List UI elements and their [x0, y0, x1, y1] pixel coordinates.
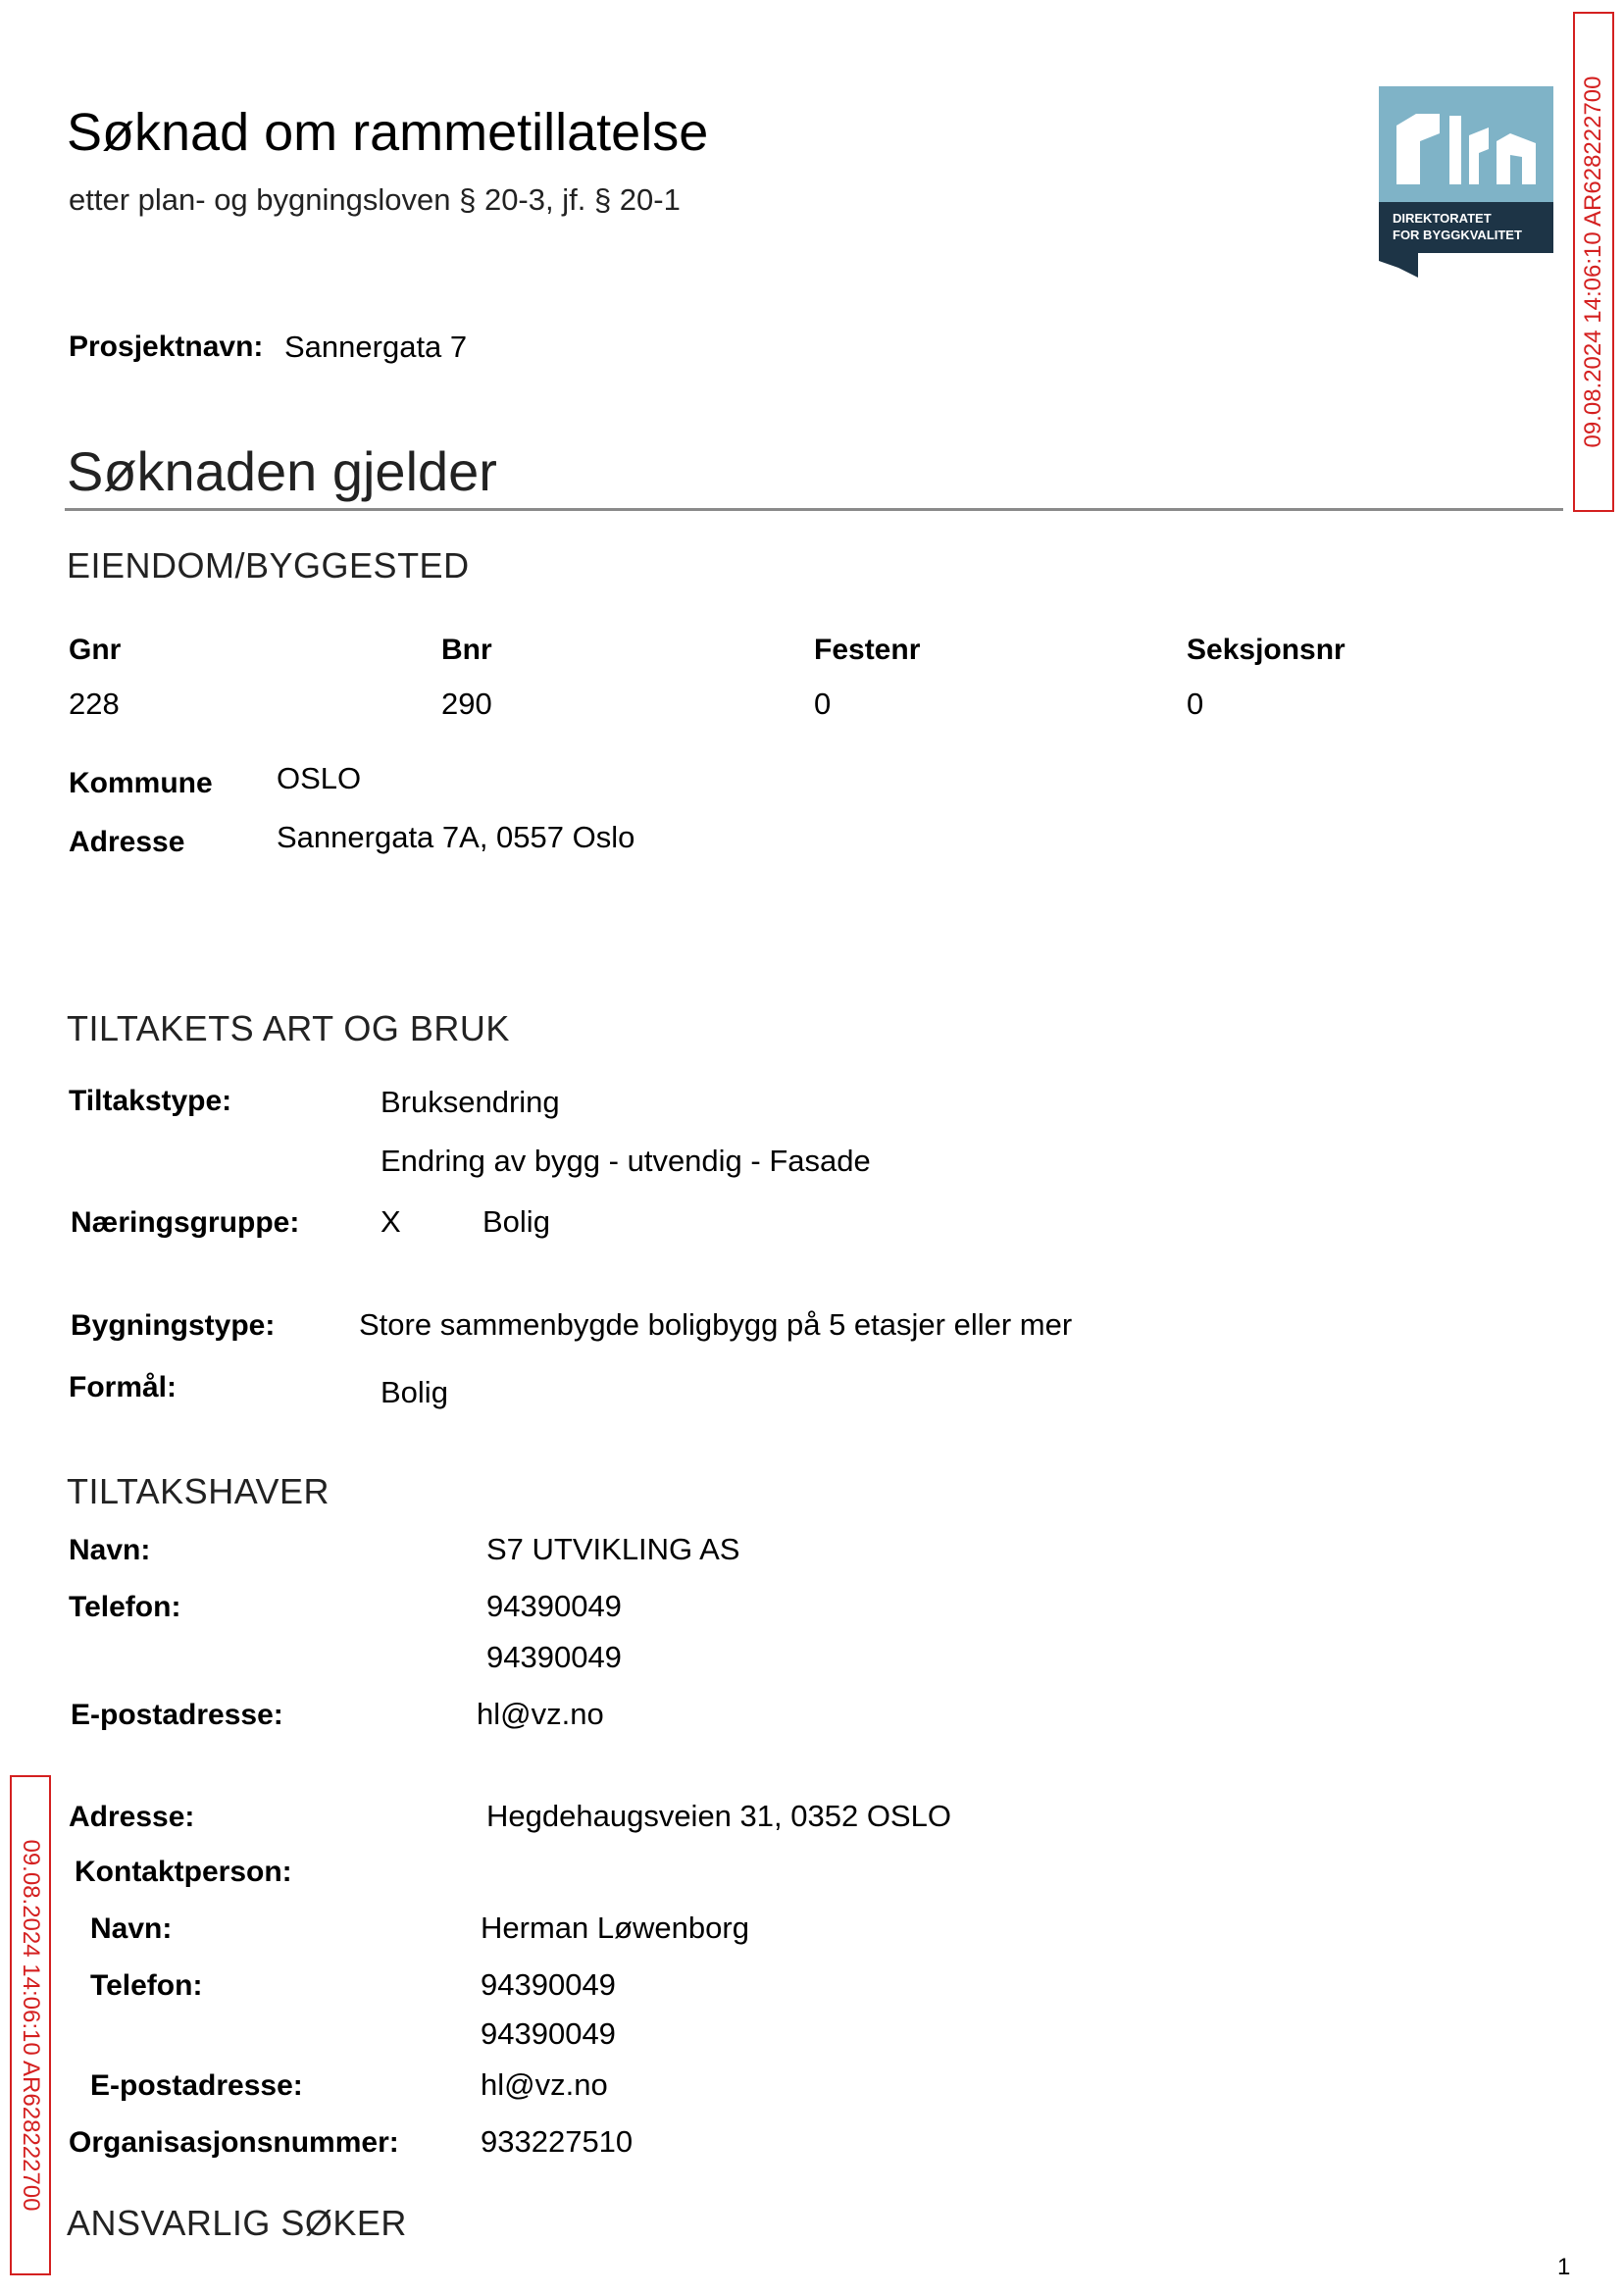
tiltakshaver-telefon-value-2: 94390049	[486, 1640, 622, 1674]
kommune-label: Kommune	[69, 767, 213, 799]
tiltakshaver-telefon-label: Telefon:	[69, 1591, 181, 1623]
project-label: Prosjektnavn:	[69, 331, 264, 363]
seksjonsnr-label: Seksjonsnr	[1187, 634, 1345, 666]
orgnr-value: 933227510	[481, 2124, 634, 2159]
tiltakshaver-navn-value: S7 UTVIKLING AS	[486, 1532, 740, 1566]
document-title: Søknad om rammetillatelse	[67, 103, 709, 162]
kontakt-navn-value: Herman Løwenborg	[481, 1911, 749, 1945]
tiltakshaver-epost-label: E-postadresse:	[71, 1699, 283, 1731]
kontakt-telefon-value-1: 94390049	[481, 1967, 616, 2002]
property-heading: EIENDOM/BYGGESTED	[67, 545, 470, 586]
orgnr-label: Organisasjonsnummer:	[69, 2126, 399, 2159]
timestamp-stamp-left	[10, 1775, 51, 2275]
kommune-value: OSLO	[277, 761, 362, 795]
logo-text-line1: DIREKTORATET	[1393, 211, 1492, 226]
dibk-logo-icon	[1379, 86, 1553, 278]
stamp-text: 09.08.2024 14:06:10 AR628222700	[1580, 76, 1606, 448]
tiltakshaver-telefon-value-1: 94390049	[486, 1589, 622, 1623]
timestamp-stamp-right	[1573, 12, 1614, 512]
section-title: Søknaden gjelder	[67, 440, 497, 502]
logo-text-line2: FOR BYGGKVALITET	[1393, 228, 1522, 242]
seksjonsnr-value: 0	[1187, 687, 1204, 721]
gnr-label: Gnr	[69, 634, 122, 666]
tiltakstype-label: Tiltakstype:	[69, 1085, 232, 1117]
tiltakstype-value-1: Bruksendring	[381, 1085, 560, 1119]
tiltakshaver-epost-value[interactable]: hl@vz.no	[477, 1697, 604, 1731]
section-divider	[65, 508, 1563, 511]
kontakt-telefon-label: Telefon:	[90, 1969, 203, 2002]
adresse-label: Adresse	[69, 826, 185, 858]
kontakt-epost-value[interactable]: hl@vz.no	[481, 2067, 608, 2102]
bnr-value: 290	[441, 687, 492, 721]
document-subtitle: etter plan- og bygningsloven § 20-3, jf. § 20-1	[69, 182, 681, 217]
festenr-label: Festenr	[814, 634, 921, 666]
naeringsgruppe-value: Bolig	[482, 1204, 550, 1239]
formal-value: Bolig	[381, 1375, 448, 1409]
tiltakshaver-heading: TILTAKSHAVER	[67, 1471, 330, 1511]
bnr-label: Bnr	[441, 634, 492, 666]
tiltakstype-value-2: Endring av bygg - utvendig - Fasade	[381, 1144, 871, 1178]
project-value: Sannergata 7	[284, 330, 468, 364]
dibk-logo	[1379, 86, 1553, 278]
gnr-value: 228	[69, 687, 120, 721]
festenr-value: 0	[814, 687, 832, 721]
bygningstype-label: Bygningstype:	[71, 1309, 276, 1342]
ansvarlig-soker-heading: ANSVARLIG SØKER	[67, 2203, 407, 2243]
bygningstype-value: Store sammenbygde boligbygg på 5 etasjer eller mer	[359, 1307, 1073, 1342]
page-number: 1	[1557, 2254, 1571, 2280]
tiltakshaver-adresse-label: Adresse:	[69, 1801, 195, 1833]
kontakt-telefon-value-2: 94390049	[481, 2016, 616, 2051]
formal-label: Formål:	[69, 1371, 178, 1403]
adresse-value: Sannergata 7A, 0557 Oslo	[277, 820, 635, 854]
naeringsgruppe-label: Næringsgruppe:	[71, 1206, 300, 1239]
naeringsgruppe-code: X	[381, 1204, 401, 1239]
kontaktperson-label: Kontaktperson:	[75, 1856, 292, 1888]
tiltakshaver-adresse-value: Hegdehaugsveien 31, 0352 OSLO	[486, 1799, 951, 1833]
kontakt-epost-label: E-postadresse:	[90, 2069, 303, 2102]
tiltak-heading: TILTAKETS ART OG BRUK	[67, 1008, 510, 1048]
stamp-text: 09.08.2024 14:06:10 AR628222700	[18, 1839, 44, 2212]
kontakt-navn-label: Navn:	[90, 1912, 173, 1945]
tiltakshaver-navn-label: Navn:	[69, 1534, 151, 1566]
